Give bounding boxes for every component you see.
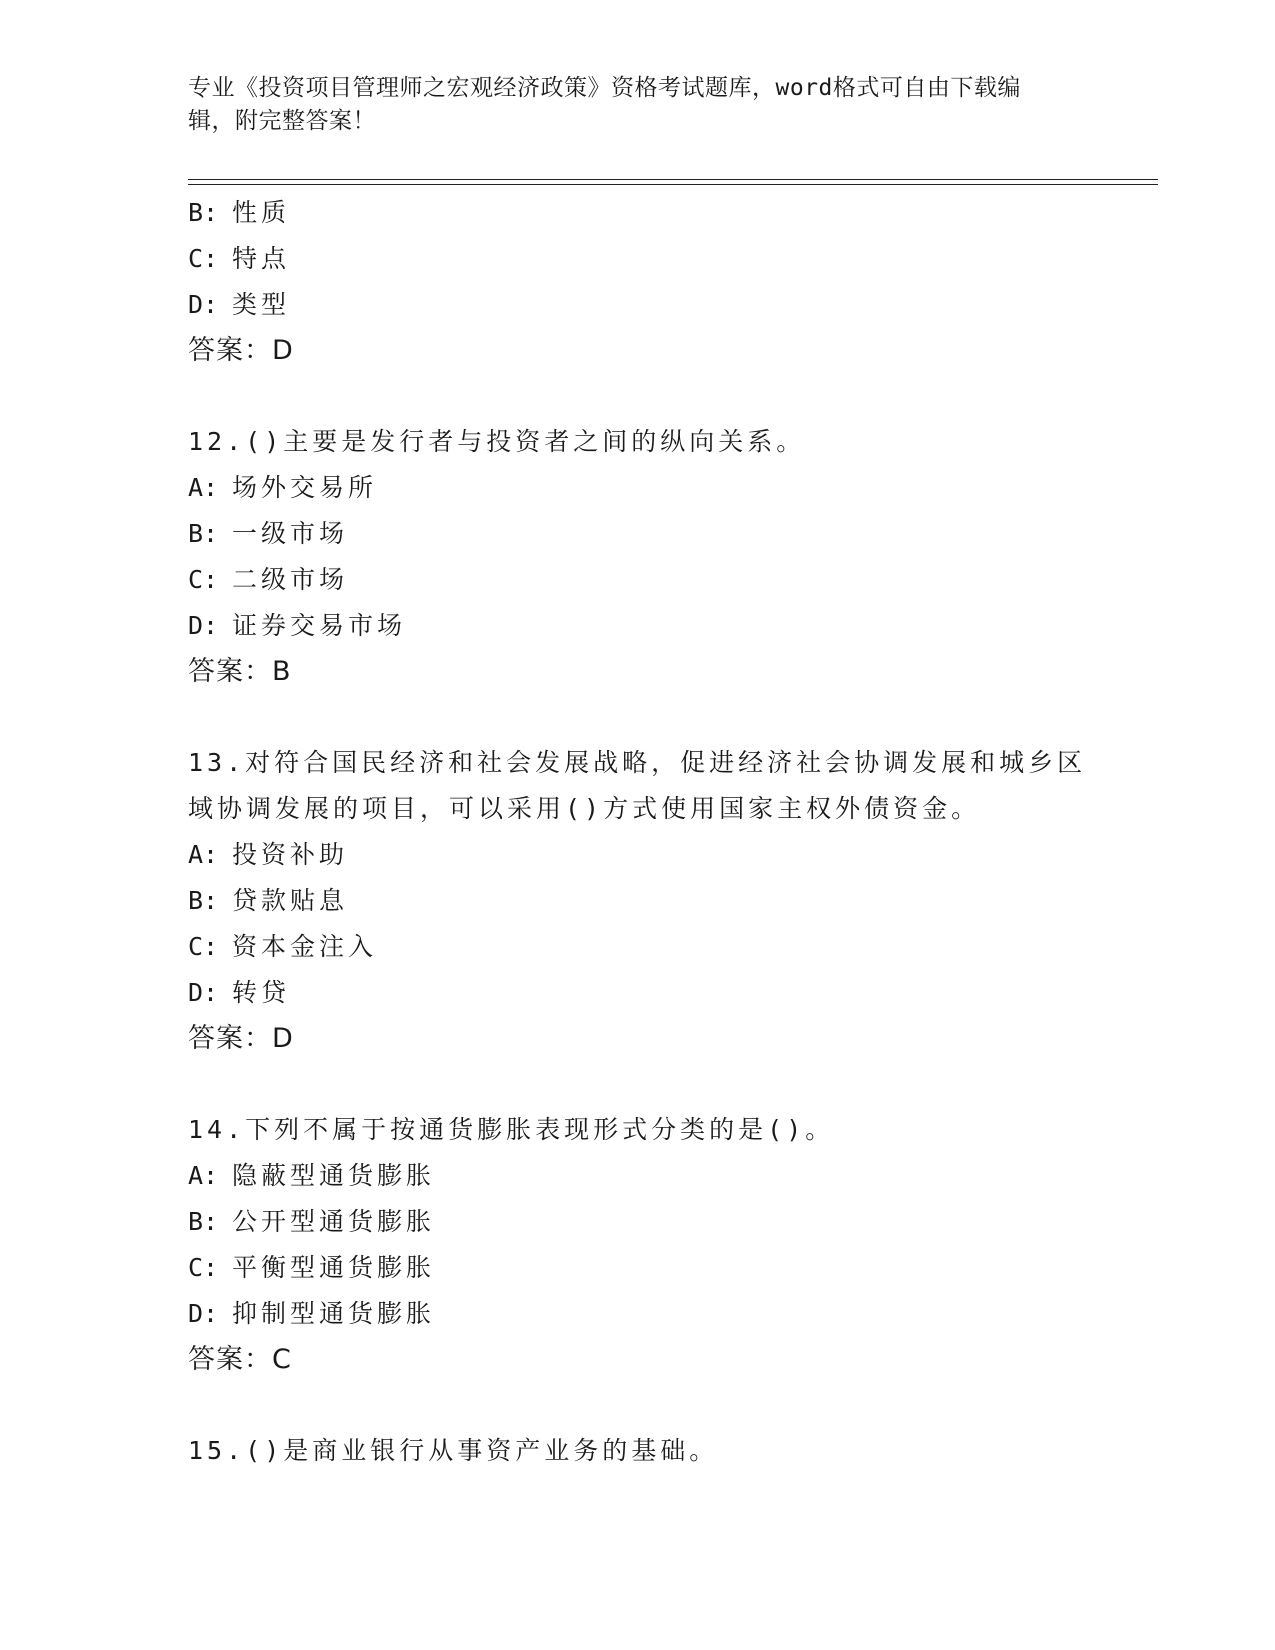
option-d: D: 抑制型通货膨胀: [188, 1299, 436, 1328]
document-header: [188, 72, 1068, 138]
question-13: [188, 740, 1088, 1062]
option-c: C: 平衡型通货膨胀: [188, 1253, 436, 1282]
option-b: B: 公开型通货膨胀: [188, 1207, 436, 1236]
option-c: C: 特点: [188, 244, 291, 273]
answer: 答案：B: [188, 656, 292, 687]
header-line-1: 专业《投资项目管理师之宏观经济政策》资格考试题库，word格式可自由下载编: [188, 75, 1021, 101]
question-text-line-1: 13.对符合国民经济和社会发展战略，促进经济社会协调发展和城乡区: [188, 748, 1087, 777]
option-d: D: 类型: [188, 290, 291, 319]
option-a: A: 投资补助: [188, 840, 349, 869]
option-d: D: 转贷: [188, 978, 291, 1007]
question-12: [188, 419, 1088, 695]
option-c: C: 资本金注入: [188, 932, 378, 961]
answer: 答案：C: [188, 1344, 292, 1375]
question-text-line-2: 域协调发展的项目，可以采用()方式使用国家主权外债资金。: [188, 794, 981, 823]
question-11-tail: [188, 190, 1088, 374]
header-line-2: 辑，附完整答案！: [188, 108, 376, 134]
question-14: [188, 1107, 1088, 1383]
answer: 答案：D: [188, 1023, 294, 1054]
question-list: [188, 190, 1088, 1474]
header-divider-bottom: [188, 184, 1158, 185]
option-d: D: 证券交易市场: [188, 611, 407, 640]
question-text: 15.()是商业银行从事资产业务的基础。: [188, 1436, 719, 1465]
answer: 答案：D: [188, 335, 294, 366]
question-15: [188, 1428, 1088, 1474]
option-a: A: 隐蔽型通货膨胀: [188, 1161, 436, 1190]
option-a: A: 场外交易所: [188, 473, 378, 502]
question-text: 12.()主要是发行者与投资者之间的纵向关系。: [188, 427, 806, 456]
header-divider-top: [188, 179, 1158, 180]
option-b: B: 贷款贴息: [188, 886, 349, 915]
option-b: B: 性质: [188, 198, 291, 227]
option-c: C: 二级市场: [188, 565, 349, 594]
option-b: B: 一级市场: [188, 519, 349, 548]
question-text: 14.下列不属于按通货膨胀表现形式分类的是()。: [188, 1115, 835, 1144]
